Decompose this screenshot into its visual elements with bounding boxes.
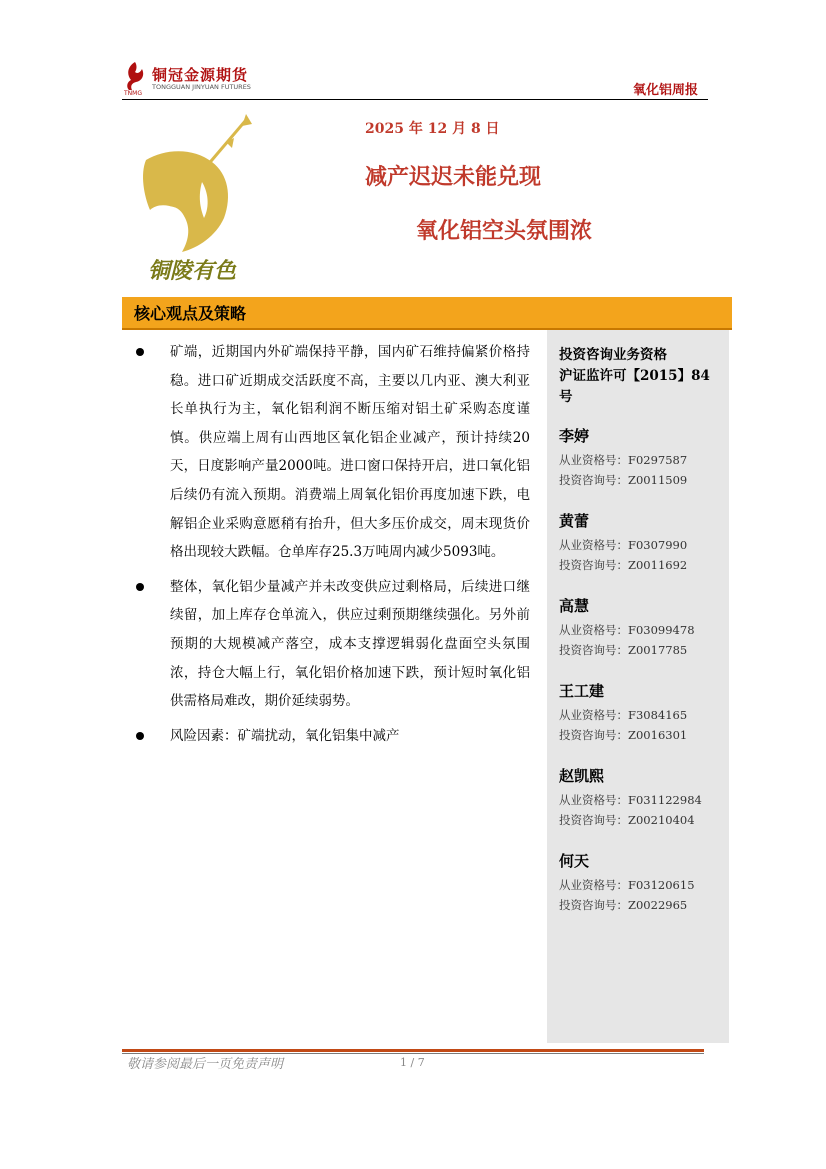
- analyst-name: 黄蕾: [559, 512, 590, 530]
- analyst-consult-no: 投资咨询号：Z0016301: [559, 728, 688, 742]
- analyst-license: 从业资格号：F3084165: [559, 708, 688, 722]
- bullet-text: 风险因素：矿端扰动，氧化铝集中减产: [170, 727, 400, 744]
- qualification-line: 投资咨询业务资格: [559, 347, 667, 363]
- company-name-cn: 铜冠金源期货: [152, 66, 249, 84]
- analyst-license: 从业资格号：F0307990: [559, 538, 688, 552]
- analyst-name: 赵凯熙: [559, 767, 605, 785]
- analyst-name: 王工建: [559, 682, 605, 700]
- bullet-dot-icon: [136, 583, 144, 591]
- analyst-consult-no: 投资咨询号：Z0017785: [559, 643, 688, 657]
- analyst-name: 高慧: [559, 597, 590, 615]
- page-number: 1 / 7: [400, 1056, 425, 1069]
- analyst-license: 从业资格号：F031122984: [559, 793, 702, 807]
- section-title: 核心观点及策略: [134, 304, 247, 323]
- header-divider: [122, 99, 708, 100]
- analyst-license: 从业资格号：F03099478: [559, 623, 695, 637]
- core-views-content: [122, 338, 530, 756]
- company-name-en: TONGGUAN JINYUAN FUTURES: [152, 83, 251, 91]
- qualification-line: 沪证监许可【2015】84: [559, 368, 710, 384]
- bullet-item: [122, 722, 530, 751]
- report-title-line1: 减产迟迟未能兑现: [365, 164, 542, 190]
- analyst-license: 从业资格号：F03120615: [559, 878, 695, 892]
- bullet-item: [122, 338, 530, 567]
- analyst-consult-no: 投资咨询号：Z0022965: [559, 898, 688, 912]
- bullet-text: 矿端，近期国内外矿端保持平静，国内矿石维持偏紧价格持稳。进口矿近期成交活跃度不高，主要以几内亚、澳大利亚长单执行为主，氧化铝利润不断压缩对铝土矿采购态度谨慎。供应端上周有山西地区氧化铝企业减产，预计持续20天，日度影响产量2000吨。进口窗口保持开启，进口氧化铝后续仍有流入预期。消费端上周氧化铝价再度加速下跌，电解铝企业采购意愿稍有抬升，但大多压价成交，周末现货价格出现较大跌幅。仓单库存25.3万吨周内减少5093吨。: [170, 344, 530, 561]
- bullet-text: 整体，氧化铝少量减产并未改变供应过剩格局，后续进口继续留，加上库存仓单流入，供应过剩预期继续强化。另外前预期的大规模减产落空，成本支撑逻辑弱化盘面空头氛围浓，持仓大幅上行，氧化铝价格加速下跌，预计短时氧化铝供需格局难改，期价延续弱势。: [170, 578, 530, 710]
- footer-divider: [122, 1049, 704, 1052]
- qualification-line: 号: [559, 389, 573, 405]
- analyst-consult-no: 投资咨询号：Z00210404: [559, 813, 695, 827]
- bullet-item: [122, 573, 530, 716]
- analyst-consult-no: 投资咨询号：Z0011692: [559, 558, 688, 572]
- analyst-name: 何天: [559, 852, 590, 870]
- report-date: 2025 年 12 月 8 日: [365, 121, 500, 137]
- company-abbr: TNMG: [124, 90, 142, 97]
- bullet-dot-icon: [136, 348, 144, 356]
- company-logo-icon: [122, 60, 148, 92]
- tongling-emblem: [128, 112, 268, 292]
- analyst-name: 李婷: [559, 427, 590, 445]
- bullet-dot-icon: [136, 732, 144, 740]
- report-type: 氧化铝周报: [632, 83, 698, 98]
- footer-disclaimer: 敬请参阅最后一页免责声明: [127, 1057, 284, 1072]
- report-title-line2: 氧化铝空头氛围浓: [416, 218, 593, 244]
- emblem-calligraphy: 铜陵有色: [148, 258, 237, 284]
- analyst-license: 从业资格号：F0297587: [559, 453, 688, 467]
- analyst-consult-no: 投资咨询号：Z0011509: [559, 473, 688, 487]
